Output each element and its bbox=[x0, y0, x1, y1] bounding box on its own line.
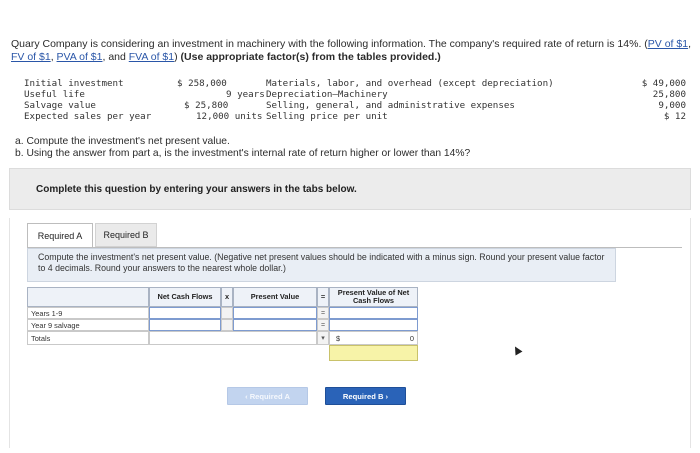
facts-table bbox=[24, 78, 686, 124]
link-pv-of-1[interactable]: PV of $1 bbox=[647, 38, 689, 50]
next-required-b-button[interactable]: Required B › bbox=[325, 387, 406, 405]
net-cash-flows-input-salvage[interactable] bbox=[149, 319, 221, 331]
npv-table bbox=[27, 287, 418, 363]
tab-required-a[interactable]: Required A bbox=[27, 223, 93, 247]
highlighted-total-row[interactable] bbox=[329, 345, 418, 361]
totals-value-cell bbox=[329, 331, 418, 345]
header-equals: = bbox=[317, 287, 329, 307]
fact-value: 9 years bbox=[226, 89, 265, 100]
net-cash-flows-input-years-1-9[interactable] bbox=[149, 307, 221, 319]
fact-label: Useful life bbox=[24, 89, 85, 100]
pv-net-cash-flows-input-salvage[interactable] bbox=[329, 319, 418, 331]
multiply-cell bbox=[221, 319, 233, 331]
fact-label: Selling, general, and administrative expenses bbox=[266, 100, 515, 111]
header-net-cash-flows: Net Cash Flows bbox=[149, 287, 221, 307]
fact-value: $ 258,000 bbox=[177, 78, 227, 89]
fact-value: $ 49,000 bbox=[641, 78, 686, 89]
instruction-text: Compute the investment's net present value. (Negative net present values should be indicated with a minus sign. Round your present value factor to 4 decimals. Round your answers to the nearest whole dollar.) bbox=[38, 252, 605, 273]
equals-sign: = bbox=[317, 319, 329, 331]
fact-label: Depreciation—Machinery bbox=[266, 89, 388, 100]
fact-label: Selling price per unit bbox=[266, 111, 388, 122]
fact-value: $ 12 bbox=[663, 111, 686, 122]
tab-required-b[interactable]: Required B bbox=[95, 223, 157, 247]
fact-value: 25,800 bbox=[652, 89, 686, 100]
present-value-input-salvage[interactable] bbox=[233, 319, 317, 331]
multiply-cell bbox=[221, 307, 233, 319]
row-label-totals: Totals bbox=[27, 331, 149, 345]
header-pv-net-cash-flows: Present Value of Net Cash Flows bbox=[329, 287, 418, 307]
link-fv-of-1[interactable]: FV of $1 bbox=[11, 51, 51, 63]
instructions-panel bbox=[9, 168, 691, 210]
fact-label: Initial investment bbox=[24, 78, 124, 89]
fact-value: 12,000 units bbox=[196, 111, 263, 122]
pv-net-cash-flows-input-years-1-9[interactable] bbox=[329, 307, 418, 319]
row-label-years-1-9: Years 1-9 bbox=[27, 307, 149, 319]
header-present-value: Present Value bbox=[233, 287, 317, 307]
totals-blank bbox=[149, 331, 317, 345]
header-blank bbox=[27, 287, 149, 307]
question-b: b. Using the answer from part a, is the investment's internal rate of return higher or lower than 14%? bbox=[15, 148, 471, 159]
equals-sign: = bbox=[317, 307, 329, 319]
chevron-down-icon: ▾ bbox=[317, 331, 329, 345]
fact-label: Salvage value bbox=[24, 100, 96, 111]
problem-instruction: (Use appropriate factor(s) from the tables provided.) bbox=[180, 51, 441, 63]
fact-value: $ 25,800 bbox=[184, 100, 229, 111]
prev-required-a-button[interactable]: ‹ Required A bbox=[227, 387, 308, 405]
totals-value: 0 bbox=[409, 334, 414, 343]
present-value-input-years-1-9[interactable] bbox=[233, 307, 317, 319]
link-fva-of-1[interactable]: FVA of $1 bbox=[128, 51, 175, 63]
questions bbox=[15, 136, 675, 160]
question-a: a. Compute the investment's net present value. bbox=[15, 136, 230, 147]
instruction-box bbox=[27, 248, 616, 282]
row-label-year-9-salvage: Year 9 salvage bbox=[27, 319, 149, 331]
fact-value: 9,000 bbox=[658, 100, 686, 111]
problem-intro: Quary Company is considering an investment in machinery with the following information. The company's required rate of return is 14%. bbox=[11, 38, 642, 50]
fact-label: Expected sales per year bbox=[24, 111, 152, 122]
header-multiply: x bbox=[221, 287, 233, 307]
fact-label: Materials, labor, and overhead (except depreciation) bbox=[266, 78, 554, 89]
problem-statement: Quary Company is considering an investment in machinery with the following information. The company's required rate of return is 14%. (PV of $1, FV of $1, PVA of $1, and FVA of $1) (Use appropriate factor(s) from the tables provided.) bbox=[11, 38, 691, 63]
link-pva-of-1[interactable]: PVA of $1 bbox=[56, 51, 103, 63]
totals-currency: $ bbox=[336, 334, 341, 343]
panel-text: Complete this question by entering your answers in the tabs below. bbox=[36, 184, 357, 195]
